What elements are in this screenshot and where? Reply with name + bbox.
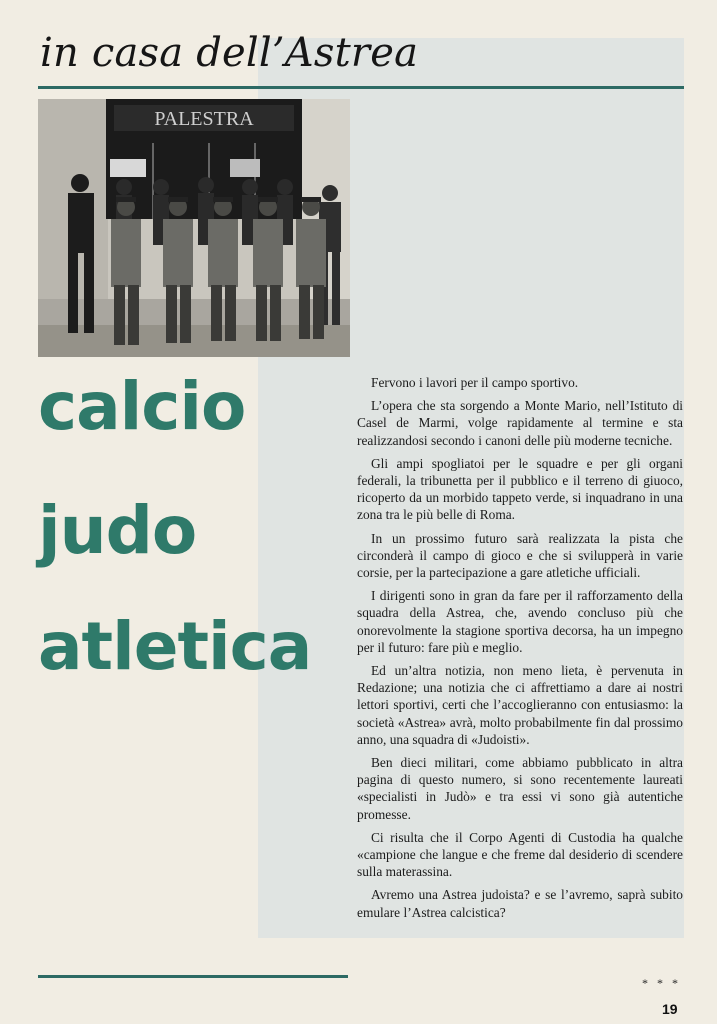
team-photo-image (38, 99, 350, 357)
gym-sign: PALESTRA (154, 108, 254, 130)
article-paragraph: Avremo una Astrea judoista? e se l’avremo, saprà subito emulare l’Astrea calcistica? (357, 887, 683, 920)
title-rule (38, 86, 684, 89)
headline-calcio: calcio (38, 368, 246, 445)
article-paragraph: Gli ampi spogliatoi per le squadre e per gli organi federali, la tribunetta per il pubblico e il terreno di giuoco, ricoperto da un morbido tappeto verde, si inquadrano in una zona tra le più belle di Roma. (357, 455, 683, 523)
bottom-rule (38, 975, 348, 978)
article-paragraph: I dirigenti sono in gran da fare per il rafforzamento della squadra della Astrea, che, avendo concluso più che onorevolmente la stagione sportiva decorsa, ha un impegno per il futuro: fare più e meglio. (357, 588, 683, 655)
article-paragraph: Ci risulta che il Corpo Agenti di Custodia ha qualche «campione che langue e che freme dal desiderio di scendere sulla materassina. (357, 829, 683, 880)
page-number: 19 (662, 1001, 678, 1017)
article-paragraph: Ed un’altra notizia, non meno lieta, è pervenuta in Redazione; una notizia che ci affrettiamo a dare ai nostri lettori sportivi, certi che l’accoglieranno con entusiasmo: la società «Astrea» avrà, molto probabilmente fin dal prossimo anno, una squadra di «Judoisti». (357, 663, 683, 747)
team-photo (38, 99, 350, 357)
article-paragraph: Fervono i lavori per il campo sportivo. (371, 375, 579, 390)
article-paragraph: In un prossimo futuro sarà realizzata la pista che circonderà il campo di gioco e che si svilupperà in varie corsie, per la partecipazione a gare atletiche ufficiali. (357, 530, 683, 581)
section-title: in casa dell’Astrea (40, 30, 419, 76)
headline-judo: judo (38, 492, 197, 569)
article-paragraph: Ben dieci militari, come abbiamo pubblicato in altra pagina di questo numero, si sono recentemente laureati «specialisti in Judò» e tra essi vi sono già autentiche promesse. (357, 755, 683, 822)
article-paragraph: L’opera che sta sorgendo a Monte Mario, nell’Istituto di Casel de Marmi, volge rapidamente al termine e sta realizzandosi secondo i canoni delle più moderne tecniche. (357, 398, 683, 448)
article-body (357, 374, 683, 927)
headline-atletica: atletica (38, 608, 312, 685)
end-stars: * * * (642, 976, 681, 990)
